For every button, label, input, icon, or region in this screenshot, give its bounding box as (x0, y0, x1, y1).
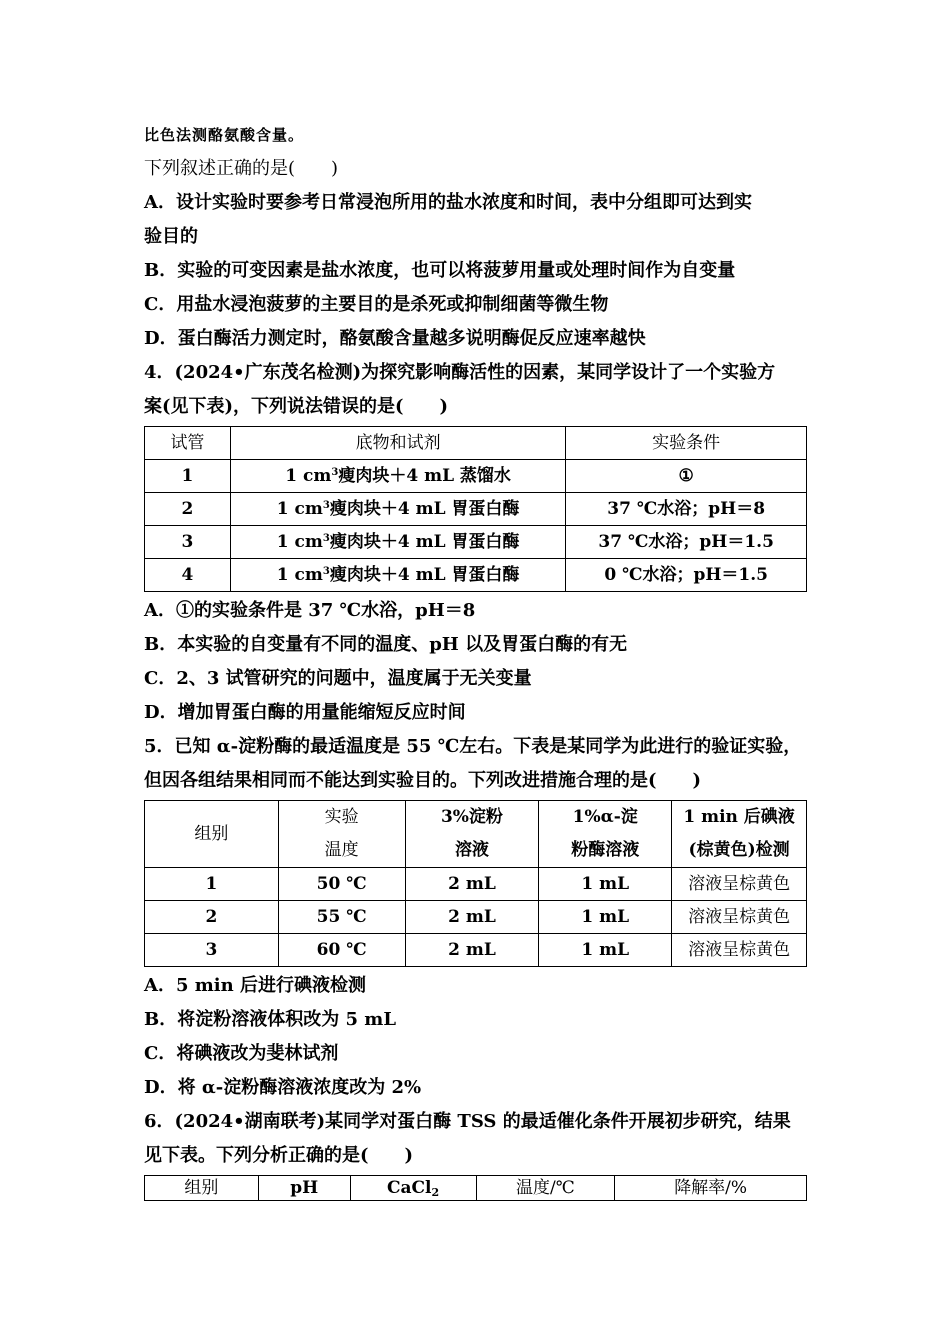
q4-stem-cont: 案(见下表)，下列说法错误的是( ) (144, 396, 449, 417)
q3-option-a: A．设计实验时要参考日常浸泡所用的盐水浓度和时间，表中分组即可达到实 (144, 192, 752, 213)
header-line: 3%淀粉 (440, 807, 503, 827)
q5-option-b: B．将淀粉溶液体积改为 5 mL (144, 1009, 396, 1030)
q6-stem: 6．(2024•湖南联考)某同学对蛋白酶 TSS 的最适催化条件开展初步研究，结果 (144, 1111, 791, 1132)
table-header-cell: 试管 (145, 427, 231, 460)
table-cell: 37 ℃水浴；pH＝1.5 (566, 526, 807, 559)
table-header-cell (405, 801, 539, 868)
q6-stem-cont: 见下表。下列分析正确的是( ) (144, 1145, 414, 1166)
cell-text: CaCl (386, 1178, 432, 1198)
header-line: 1%α-淀 (572, 807, 638, 827)
q4-option-a: A．①的实验条件是 37 ℃水浴，pH＝8 (144, 600, 476, 621)
table-cell: 2 mL (405, 901, 539, 934)
cell-text: 瘦肉块＋4 mL 胃蛋白酶 (329, 565, 520, 585)
table-cell: 50 ℃ (278, 868, 405, 901)
table-cell: 1 (145, 868, 279, 901)
table-cell (230, 493, 565, 526)
table-cell: 1 mL (539, 901, 672, 934)
q5-table (144, 800, 807, 967)
table-cell: 2 mL (405, 868, 539, 901)
table-row (145, 559, 807, 592)
q5-option-c: C．将碘液改为斐林试剂 (144, 1043, 339, 1064)
superscript: 3 (322, 500, 330, 511)
cell-text: 瘦肉块＋4 mL 胃蛋白酶 (329, 499, 520, 519)
q6-table (144, 1175, 807, 1201)
q3-option-b: B．实验的可变因素是盐水浓度，也可以将菠萝用量或处理时间作为自变量 (144, 260, 736, 281)
header-line: 粉酶溶液 (571, 840, 640, 860)
table-cell (230, 559, 565, 592)
header-line: (棕黄色)检测 (688, 840, 790, 860)
table-cell: 55 ℃ (278, 901, 405, 934)
table-cell: 2 (145, 493, 231, 526)
q3-option-a-cont: 验目的 (144, 226, 198, 247)
table-cell: 1 mL (539, 868, 672, 901)
table-header-row (145, 1176, 807, 1201)
table-header-cell (539, 801, 672, 868)
table-cell: 60 ℃ (278, 934, 405, 967)
table-row (145, 460, 807, 493)
subscript: 2 (431, 1186, 440, 1199)
q5-option-d: D．将 α-淀粉酶溶液浓度改为 2% (144, 1077, 422, 1098)
table-cell: 2 (145, 901, 279, 934)
q5-stem: 5．已知 α-淀粉酶的最适温度是 55 ℃左右。下表是某同学为此进行的验证实验， (144, 736, 802, 757)
table-cell: 3 (145, 526, 231, 559)
document-page (144, 118, 808, 1203)
table-cell: 溶液呈棕黄色 (672, 901, 807, 934)
header-line: 1 min 后碘液 (683, 807, 795, 827)
table-cell: 溶液呈棕黄色 (672, 868, 807, 901)
q4-option-b: B．本实验的自变量有不同的温度、pH 以及胃蛋白酶的有无 (144, 634, 628, 655)
superscript: 3 (322, 533, 330, 544)
table-cell: ① (566, 460, 807, 493)
table-cell: 4 (145, 559, 231, 592)
q3-stem: 下列叙述正确的是( ) (144, 158, 339, 179)
cell-text: 1 cm (276, 499, 323, 519)
table-cell: 0 ℃水浴；pH＝1.5 (566, 559, 807, 592)
superscript: 3 (322, 566, 330, 577)
table-cell: 3 (145, 934, 279, 967)
table-header-cell: 组别 (145, 1176, 259, 1201)
q3-option-c: C．用盐水浸泡菠萝的主要目的是杀死或抑制细菌等微生物 (144, 294, 609, 315)
table-header-cell (672, 801, 807, 868)
q3-text-line: 比色法测酪氨酸含量。 (144, 126, 305, 144)
q4-stem: 4．(2024•广东茂名检测)为探究影响酶活性的因素，某同学设计了一个实验方 (144, 362, 776, 383)
q4-table (144, 426, 807, 592)
table-cell: 37 ℃水浴；pH＝8 (566, 493, 807, 526)
table-header-row (145, 801, 807, 868)
table-header-cell: 底物和试剂 (230, 427, 565, 460)
header-line: 温度 (324, 840, 359, 860)
table-cell (230, 460, 565, 493)
table-header-cell: 降解率/% (615, 1176, 807, 1201)
table-row (145, 901, 807, 934)
table-row (145, 526, 807, 559)
cell-text: 瘦肉块＋4 mL 胃蛋白酶 (329, 532, 520, 552)
header-line: 溶液 (454, 840, 489, 860)
table-cell: 2 mL (405, 934, 539, 967)
q5-stem-cont: 但因各组结果相同而不能达到实验目的。下列改进措施合理的是( ) (144, 770, 702, 791)
table-header-row (145, 427, 807, 460)
table-cell: 溶液呈棕黄色 (672, 934, 807, 967)
cell-text: 1 cm (276, 532, 323, 552)
q3-option-d: D．蛋白酶活力测定时，酪氨酸含量越多说明酶促反应速率越快 (144, 328, 646, 349)
table-row (145, 934, 807, 967)
q4-option-c: C．2、3 试管研究的问题中，温度属于无关变量 (144, 668, 532, 689)
header-line: 实验 (324, 807, 359, 827)
cell-text: 瘦肉块＋4 mL 蒸馏水 (338, 466, 511, 486)
table-header-cell (278, 801, 405, 868)
table-header-cell: pH (258, 1176, 350, 1201)
table-header-cell: 温度/℃ (476, 1176, 615, 1201)
table-row (145, 493, 807, 526)
table-header-cell (350, 1176, 476, 1201)
q4-option-d: D．增加胃蛋白酶的用量能缩短反应时间 (144, 702, 466, 723)
cell-text: 1 cm (276, 565, 323, 585)
table-header-cell: 组别 (145, 801, 279, 868)
table-header-cell: 实验条件 (566, 427, 807, 460)
table-cell (230, 526, 565, 559)
q5-option-a: A．5 min 后进行碘液检测 (144, 975, 366, 996)
table-cell: 1 (145, 460, 231, 493)
superscript: 3 (331, 467, 339, 478)
table-cell: 1 mL (539, 934, 672, 967)
table-row (145, 868, 807, 901)
cell-text: 1 cm (285, 466, 332, 486)
